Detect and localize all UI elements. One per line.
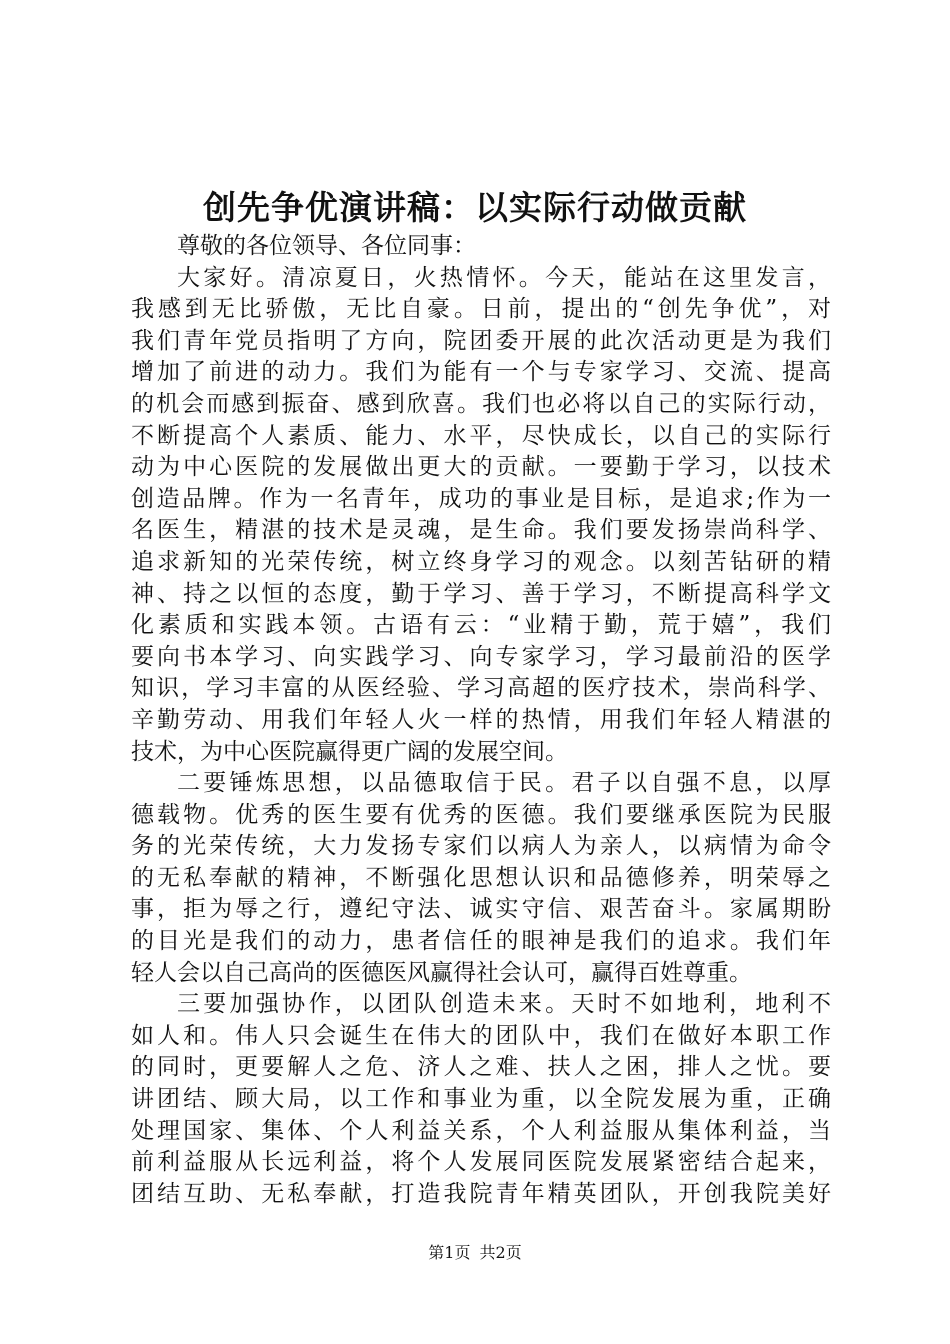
paragraph-line: 团结互助、无私奉献，打造我院青年精英团队，开创我院美好 bbox=[131, 1180, 831, 1207]
paragraph-line: 神、持之以恒的态度，勤于学习、善于学习，不断提高科学文 bbox=[131, 580, 831, 607]
paragraph-line: 辛勤劳动、用我们年轻人火一样的热情，用我们年轻人精湛的 bbox=[131, 706, 831, 733]
paragraph-line: 德载物。优秀的医生要有优秀的医德。我们要继承医院为民服 bbox=[131, 801, 831, 828]
paragraph-line: 二要锤炼思想，以品德取信于民。君子以自强不息，以厚 bbox=[177, 770, 831, 797]
paragraph-line: 追求新知的光荣传统，树立终身学习的观念。以刻苦钻研的精 bbox=[131, 548, 831, 575]
paragraph-line: 讲团结、顾大局，以工作和事业为重，以全院发展为重，正确 bbox=[131, 1086, 831, 1113]
paragraph-line: 的无私奉献的精神，不断强化思想认识和品德修养，明荣辱之 bbox=[131, 864, 831, 891]
paragraph-line: 名医生，精湛的技术是灵魂，是生命。我们要发扬崇尚科学、 bbox=[131, 517, 831, 544]
paragraph-line: 化素质和实践本领。古语有云：“业精于勤，荒于嬉”，我们 bbox=[131, 612, 831, 639]
paragraph-line: 增加了前进的动力。我们为能有一个与专家学习、交流、提高 bbox=[131, 359, 831, 386]
paragraph-line: 要向书本学习、向实践学习、向专家学习，学习最前沿的医学 bbox=[131, 643, 831, 670]
paragraph-line: 大家好。清凉夏日，火热情怀。今天，能站在这里发言， bbox=[177, 264, 831, 291]
paragraph-line: 创造品牌。作为一名青年，成功的事业是目标，是追求;作为一 bbox=[131, 485, 831, 512]
paragraph-line: 如人和。伟人只会诞生在伟大的团队中，我们在做好本职工作 bbox=[131, 1022, 831, 1049]
paragraph-line: 处理国家、集体、个人利益关系，个人利益服从集体利益，当 bbox=[131, 1117, 831, 1144]
page-number: 第1页 共2页 bbox=[428, 1243, 522, 1262]
salutation-line: 尊敬的各位领导、各位同事： bbox=[177, 233, 476, 259]
paragraph-line: 技术，为中心医院赢得更广阔的发展空间。 bbox=[131, 738, 568, 765]
paragraph-line: 的同时，更要解人之危、济人之难、扶人之困，排人之忧。要 bbox=[131, 1054, 831, 1081]
paragraph-line: 事，拒为辱之行，遵纪守法、诚实守信、艰苦奋斗。家属期盼 bbox=[131, 896, 831, 923]
paragraph-line: 轻人会以自己高尚的医德医风赢得社会认可，赢得百姓尊重。 bbox=[131, 959, 752, 986]
paragraph-line: 我们青年党员指明了方向，院团委开展的此次活动更是为我们 bbox=[131, 327, 831, 354]
document-title: 创先争优演讲稿：以实际行动做贡献 bbox=[203, 188, 747, 227]
paragraph-line: 的机会而感到振奋、感到欣喜。我们也必将以自己的实际行动， bbox=[131, 390, 831, 417]
paragraph-line: 不断提高个人素质、能力、水平，尽快成长，以自己的实际行 bbox=[131, 422, 831, 449]
paragraph-line: 动为中心医院的发展做出更大的贡献。一要勤于学习，以技术 bbox=[131, 454, 831, 481]
document-body bbox=[131, 231, 831, 1210]
paragraph-line: 三要加强协作，以团队创造未来。天时不如地利，地利不 bbox=[177, 991, 831, 1018]
paragraph-line: 知识，学习丰富的从医经验、学习高超的医疗技术，崇尚科学、 bbox=[131, 675, 831, 702]
paragraph-line: 前利益服从长远利益，将个人发展同医院发展紧密结合起来， bbox=[131, 1149, 831, 1176]
paragraph-line: 我感到无比骄傲，无比自豪。日前，提出的“创先争优”，对 bbox=[131, 296, 831, 323]
paragraph-line: 务的光荣传统，大力发扬专家们以病人为亲人，以病情为命令 bbox=[131, 833, 831, 860]
paragraph-line: 的目光是我们的动力，患者信任的眼神是我们的追求。我们年 bbox=[131, 928, 831, 955]
